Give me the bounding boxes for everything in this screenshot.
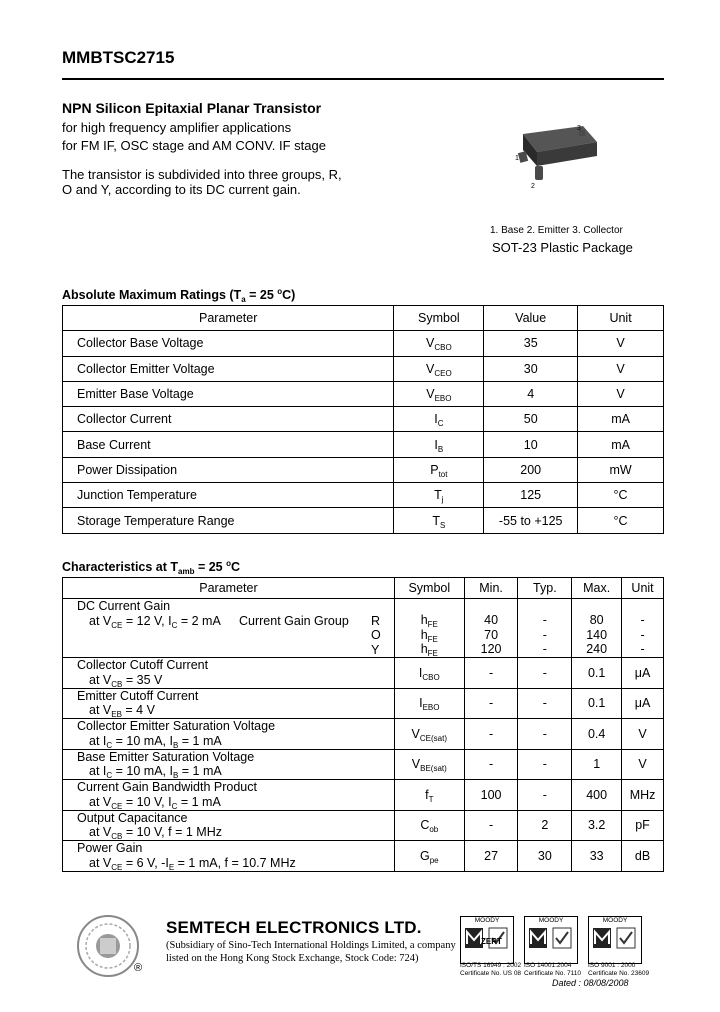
group-description-line-2: O and Y, according to its DC current gain. xyxy=(62,182,301,197)
gain-group-o: O xyxy=(371,628,381,642)
application-line-1: for high frequency amplifier applications xyxy=(62,120,292,135)
char-symbol: $I_{CBO}$ xyxy=(394,658,464,689)
char-header-max: Max. xyxy=(572,578,622,599)
abs-value: 125 xyxy=(484,483,578,508)
abs-unit: mA xyxy=(578,407,664,432)
dc-gain-symbol: $h_{FE}$ $h_{FE}$ $h_{FE}$ xyxy=(394,599,464,658)
char-typ: - xyxy=(518,719,572,750)
gain-group-r: R xyxy=(371,613,381,628)
char-unit: μA xyxy=(622,658,664,689)
char-header-unit: Unit xyxy=(622,578,664,599)
table-row xyxy=(63,749,664,780)
certification-standard: ISO/TS 16949 : 2002 xyxy=(460,962,522,969)
table-row xyxy=(63,483,664,508)
char-symbol: $I_{EBO}$ xyxy=(394,688,464,719)
char-unit: V xyxy=(622,749,664,780)
char-max: 3.2 xyxy=(572,810,622,841)
moody-logo-icon xyxy=(589,924,641,954)
dc-gain-unit: - - - xyxy=(622,599,664,658)
char-typ: 2 xyxy=(518,810,572,841)
char-symbol: $V_{BE(sat)}$ xyxy=(394,749,464,780)
char-max: 400 xyxy=(572,780,622,811)
char-typ: 30 xyxy=(518,841,572,872)
table-row xyxy=(63,457,664,482)
header-rule xyxy=(62,78,664,80)
dc-gain-max: 80 140 240 xyxy=(572,599,622,658)
abs-unit: °C xyxy=(578,483,664,508)
char-min: - xyxy=(464,810,518,841)
char-min: 27 xyxy=(464,841,518,872)
char-typ: - xyxy=(518,780,572,811)
certification-standard: ISO 9001 : 2000 xyxy=(588,962,636,969)
dc-gain-min: 40 70 120 xyxy=(464,599,518,658)
char-unit: MHz xyxy=(622,780,664,811)
gain-group-label: Current Gain Group xyxy=(239,613,349,628)
abs-symbol: $P_{tot}$ xyxy=(394,457,484,482)
table-row xyxy=(63,719,664,750)
char-symbol: $V_{CE(sat)}$ xyxy=(394,719,464,750)
char-max: 0.1 xyxy=(572,658,622,689)
char-max: 0.1 xyxy=(572,688,622,719)
abs-param: Collector Base Voltage xyxy=(63,331,394,356)
abs-value: 35 xyxy=(484,331,578,356)
company-name: SEMTECH ELECTRONICS LTD. xyxy=(166,918,422,937)
char-header-typ: Typ. xyxy=(518,578,572,599)
registered-mark: ® xyxy=(134,962,143,974)
char-header-parameter: Parameter xyxy=(63,578,395,599)
abs-value: 4 xyxy=(484,381,578,406)
pin-1-label: 1 xyxy=(515,155,519,162)
char-symbol: $C_{ob}$ xyxy=(394,810,464,841)
application-line-2: for FM IF, OSC stage and AM CONV. IF stage xyxy=(62,138,326,153)
char-param: Collector Emitter Saturation Voltage at $I_C = 10$ mA, $I_B = 1$ mA xyxy=(63,719,395,750)
abs-value: 50 xyxy=(484,407,578,432)
abs-value: -55 to +125 xyxy=(484,508,578,533)
abs-unit: V xyxy=(578,381,664,406)
table-row xyxy=(63,407,664,432)
certification-number: Certificate No. 23609 xyxy=(588,970,650,977)
char-typ: - xyxy=(518,688,572,719)
abs-param: Storage Temperature Range xyxy=(63,508,394,533)
characteristics-table xyxy=(62,577,664,872)
char-param: Collector Cutoff Current at $V_{CB} = 35$ V xyxy=(63,658,395,689)
abs-param: Collector Emitter Voltage xyxy=(63,356,394,381)
header-unit: Unit xyxy=(578,306,664,331)
char-typ: - xyxy=(518,749,572,780)
abs-unit: mW xyxy=(578,457,664,482)
abs-symbol: $V_{CEO}$ xyxy=(394,356,484,381)
table-row xyxy=(63,658,664,689)
abs-param: Collector Current xyxy=(63,407,394,432)
table-row xyxy=(63,688,664,719)
sot23-package-icon xyxy=(505,122,605,192)
abs-value: 30 xyxy=(484,356,578,381)
abs-param: Junction Temperature xyxy=(63,483,394,508)
characteristics-title: Characteristics at $T_{amb} = 25$ $^o$C xyxy=(62,559,241,576)
abs-unit: V xyxy=(578,356,664,381)
dc-gain-param: DC Current Gain at $V_{CE} = 12$ V, $I_C = 2$ mA Current Gain Group R O Y xyxy=(63,599,395,658)
abs-symbol: $I_B$ xyxy=(394,432,484,457)
table-row xyxy=(63,331,664,356)
abs-param: Base Current xyxy=(63,432,394,457)
char-symbol: $f_T$ xyxy=(394,780,464,811)
abs-param: Power Dissipation xyxy=(63,457,394,482)
char-max: 33 xyxy=(572,841,622,872)
char-min: 100 xyxy=(464,780,518,811)
abs-symbol: $T_S$ xyxy=(394,508,484,533)
abs-symbol: $I_C$ xyxy=(394,407,484,432)
device-subtitle: NPN Silicon Epitaxial Planar Transistor xyxy=(62,100,322,116)
char-min: - xyxy=(464,658,518,689)
table-row xyxy=(63,599,664,658)
char-min: - xyxy=(464,719,518,750)
company-subsidiary-line-2: listed on the Hong Kong Stock Exchange, Stock Code: 724) xyxy=(166,953,419,964)
datasheet-date: Dated : 08/08/2008 xyxy=(552,978,629,988)
char-header-min: Min. xyxy=(464,578,518,599)
certification-standard: ISO 14001:2004 xyxy=(524,962,572,969)
abs-unit: mA xyxy=(578,432,664,457)
char-param: Power Gain at $V_{CE} = 6$ V, $-I_E = 1$ mA, f = 10.7 MHz xyxy=(63,841,395,872)
dc-gain-typ: - - - xyxy=(518,599,572,658)
char-param: Emitter Cutoff Current at $V_{EB} = 4$ V xyxy=(63,688,395,719)
header-parameter: Parameter xyxy=(63,306,394,331)
char-max: 0.4 xyxy=(572,719,622,750)
char-min: - xyxy=(464,688,518,719)
abs-symbol: $V_{EBO}$ xyxy=(394,381,484,406)
char-param: Base Emitter Saturation Voltage at $I_C = 10$ mA, $I_B = 1$ mA xyxy=(63,749,395,780)
table-row xyxy=(63,432,664,457)
package-name: SOT-23 Plastic Package xyxy=(492,240,633,255)
part-number: MMBTSC2715 xyxy=(62,48,175,67)
char-typ: - xyxy=(518,658,572,689)
char-param: Output Capacitance at $V_{CB} = 10$ V, f = 1 MHz xyxy=(63,810,395,841)
abs-param: Emitter Base Voltage xyxy=(63,381,394,406)
certification-number: Certificate No. 7110 xyxy=(524,970,581,977)
gain-group-y: Y xyxy=(371,642,380,657)
abs-max-table xyxy=(62,305,664,534)
char-header-symbol: Symbol xyxy=(394,578,464,599)
moody-logo-icon xyxy=(525,924,577,954)
abs-unit: V xyxy=(578,331,664,356)
pin-assignment: 1. Base 2. Emitter 3. Collector xyxy=(490,225,623,236)
company-subsidiary-line-1: (Subsidiary of Sino-Tech International Holdings Limited, a company xyxy=(166,940,456,951)
header-value: Value xyxy=(484,306,578,331)
char-min: - xyxy=(464,749,518,780)
certification-badge: MOODY ZERT xyxy=(460,916,514,964)
table-row xyxy=(63,841,664,872)
pin-2-label: 2 xyxy=(531,183,535,190)
table-row xyxy=(63,381,664,406)
pin-3-label: 3 xyxy=(577,125,581,132)
table-row xyxy=(63,356,664,381)
abs-unit: °C xyxy=(578,508,664,533)
char-param: Current Gain Bandwidth Product at $V_{CE} = 10$ V, $I_C = 1$ mA xyxy=(63,780,395,811)
group-description-line-1: The transistor is subdivided into three groups, R, xyxy=(62,167,342,182)
char-unit: μA xyxy=(622,688,664,719)
char-max: 1 xyxy=(572,749,622,780)
table-row xyxy=(63,780,664,811)
table-row xyxy=(63,508,664,533)
certification-badge: MOODY xyxy=(524,916,578,964)
char-symbol: $G_{pe}$ xyxy=(394,841,464,872)
char-unit: dB xyxy=(622,841,664,872)
abs-max-title: Absolute Maximum Ratings ($T_a = 25$ $^o$C) xyxy=(62,287,296,304)
char-unit: V xyxy=(622,719,664,750)
abs-symbol: $V_{CBO}$ xyxy=(394,331,484,356)
abs-value: 200 xyxy=(484,457,578,482)
char-unit: pF xyxy=(622,810,664,841)
certification-number: Certificate No. US 08 xyxy=(460,970,522,977)
abs-value: 10 xyxy=(484,432,578,457)
header-symbol: Symbol xyxy=(394,306,484,331)
table-row xyxy=(63,810,664,841)
abs-symbol: $T_j$ xyxy=(394,483,484,508)
certification-badge: MOODY xyxy=(588,916,642,964)
